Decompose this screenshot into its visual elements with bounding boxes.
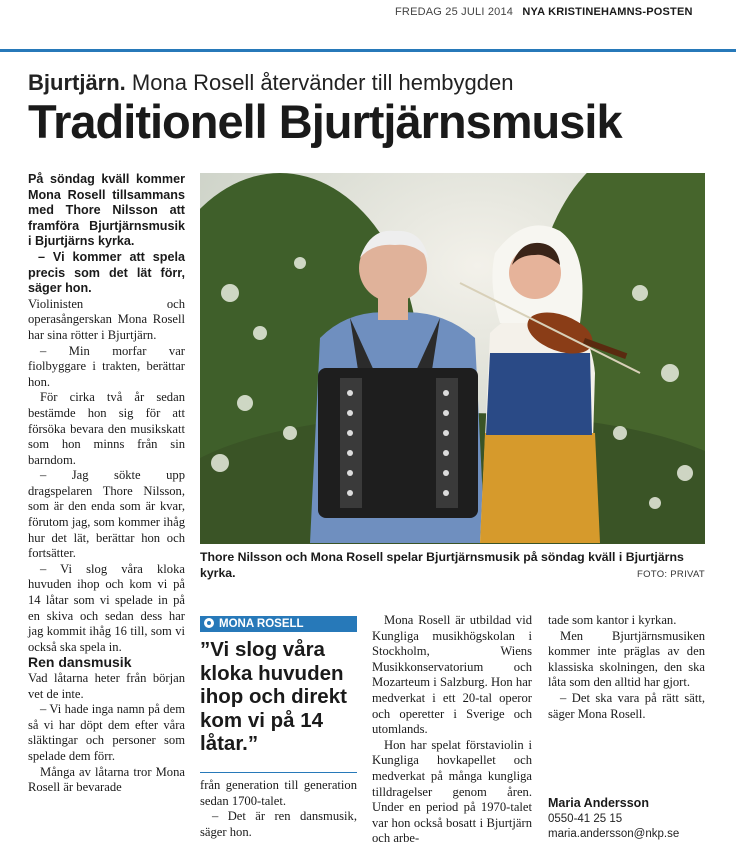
- author-email[interactable]: maria.andersson@nkp.se: [548, 828, 680, 840]
- musicians-photo: [200, 173, 705, 544]
- author-phone: 0550-41 25 15: [548, 812, 623, 825]
- issue-date: FREDAG 25 JULI 2014: [395, 6, 514, 18]
- subheading: Ren dansmusik: [28, 654, 132, 671]
- article-column-1: [28, 172, 185, 796]
- byline: [548, 796, 679, 843]
- body-paragraph: Men Bjurtjärnsmusiken kommer inte präglas av den klassiska skolningen, den ska låta som den alltid har gjort.: [548, 628, 705, 690]
- body-paragraph: – Det är ren dansmusik, säger hon.: [200, 809, 357, 839]
- body-paragraph: – Vi hade inga namn på dem så vi har döpt dem efter våra släktingar och personer som spelade dem förr.: [28, 702, 185, 763]
- page-header: [395, 6, 693, 18]
- lead-quote: – Vi kommer att spela precis som det lät förr, säger hon.: [28, 249, 185, 296]
- body-paragraph: Många av låtarna tror Mona Rosell är bevarade: [28, 764, 185, 795]
- lead-paragraph: På söndag kväll kommer Mona Rosell tillsammans med Thore Nilsson att framföra Bjurtjärnsmusik i Bjurtjärns kyrka.: [28, 172, 185, 249]
- body-paragraph: från generation till generation sedan 1700-talet.: [200, 778, 357, 808]
- article-photo: [200, 173, 705, 544]
- newspaper-name: NYA KRISTINEHAMNS-POSTEN: [522, 6, 693, 18]
- author-name: Maria Andersson: [548, 796, 649, 810]
- pullquote-tag-label: MONA ROSELL: [219, 618, 304, 630]
- body-paragraph: – Vi slog våra kloka huvuden ihop och kom vi på 14 låtar som vi spelade in på en skiva och sedan dess har jag kommit ihåg 16 till, som vi också ska spela in.: [28, 561, 185, 654]
- article-column-4: [548, 613, 705, 722]
- header-rule: [0, 49, 736, 52]
- body-paragraph: Vad låtarna heter från början vet de inte.: [28, 671, 185, 701]
- kicker-text: Mona Rosell återvänder till hembygden: [131, 70, 514, 95]
- photo-credit: FOTO: PRIVAT: [637, 569, 705, 580]
- body-paragraph: Mona Rosell är utbildad vid Kungliga musikhögskolan i Stockholm, Wiens Musikkonservatorium och Mozarteum i Salzburg. Hon har medverkat i ett 20-tal operor och operetter i Sverige och utomlands.: [372, 613, 532, 737]
- body-paragraph: – Min morfar var fiolbyggare i trakten, berättar hon.: [28, 343, 185, 389]
- pullquote-text: ”Vi slog våra kloka huvuden ihop och direkt kom vi på 14 låtar.”: [200, 638, 347, 755]
- body-paragraph: – Det ska vara på rätt sätt, säger Mona Rosell.: [548, 690, 705, 721]
- photo-caption: Thore Nilsson och Mona Rosell spelar Bjurtjärnsmusik på söndag kväll i Bjurtjärns kyrka.: [200, 550, 684, 580]
- headline: Traditionell Bjurtjärnsmusik: [28, 95, 622, 148]
- pullquote-tag: [200, 616, 357, 632]
- kicker: [28, 70, 513, 96]
- body-paragraph: Violinisten och operasångerskan Mona Rosell har sina rötter i Bjurtjärn.: [28, 296, 185, 342]
- body-paragraph: tade som kantor i kyrkan.: [548, 613, 677, 627]
- bullet-icon: [204, 618, 214, 628]
- article-column-2: [200, 778, 357, 840]
- article-column-3: [372, 613, 532, 847]
- pullquote-rule: [200, 772, 357, 773]
- body-paragraph: – Jag sökte upp dragspelaren Thore Nilsson, som är den enda som är kvar, förutom jag, som kommer ihåg hur det lät, berättar hon och fortsätter.: [28, 468, 185, 561]
- kicker-place: Bjurtjärn.: [28, 70, 126, 95]
- body-paragraph: Hon har spelat förstaviolin i Kungliga hovkapellet och medverkat på många kungliga tilldragelser genom åren. Under en period på 1970-talet var hon också bosatt i Bjurtjärn och arbe-: [372, 737, 532, 846]
- body-paragraph: För cirka två år sedan bestämde hon sig för att försöka bevara den musikskatt som hon minns från sin barndom.: [28, 390, 185, 467]
